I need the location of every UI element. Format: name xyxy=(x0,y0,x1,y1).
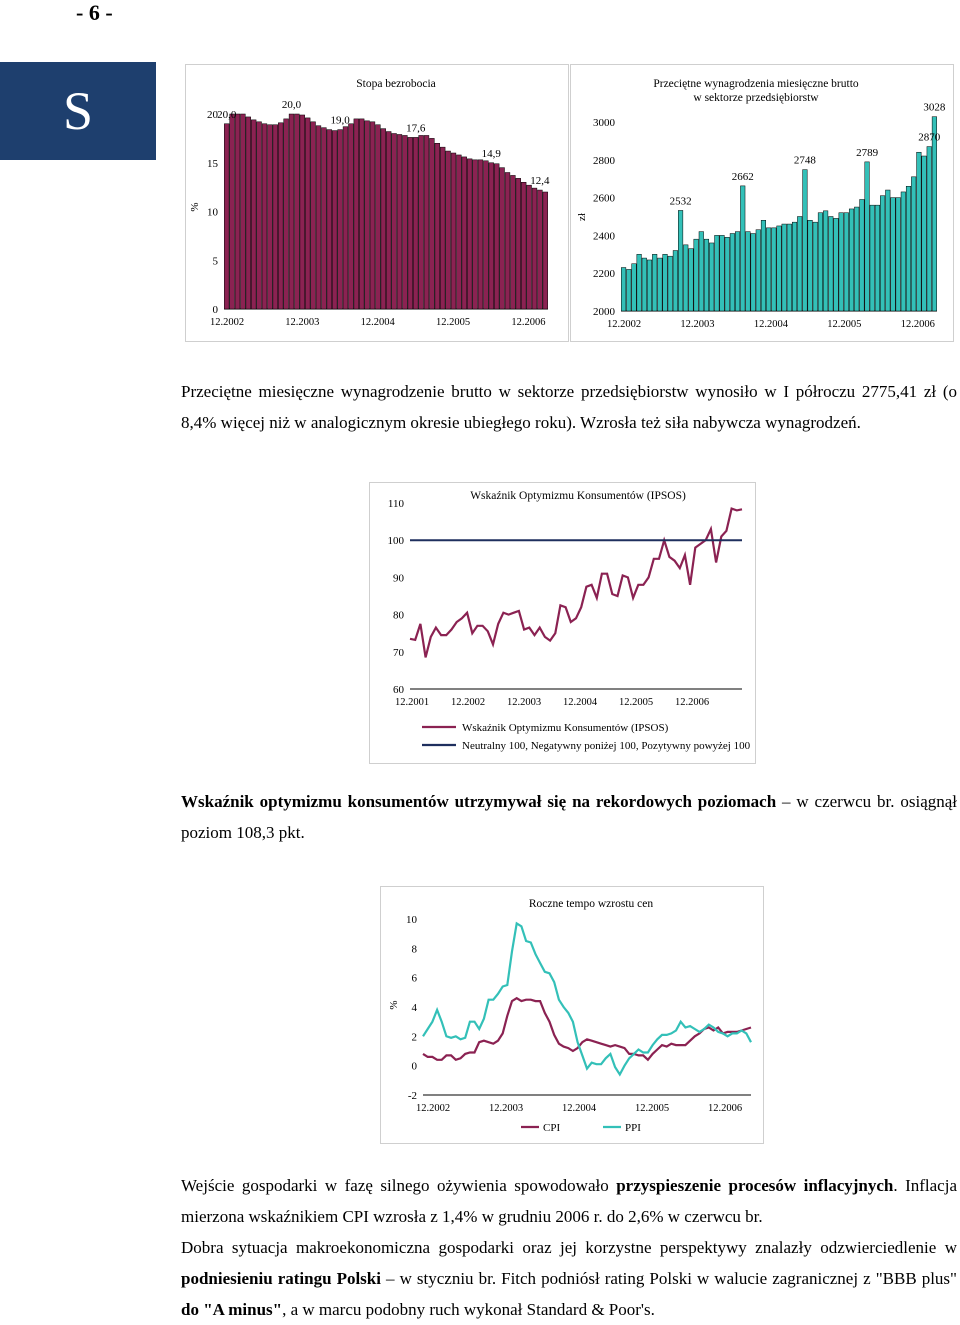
unemployment-bar xyxy=(365,121,370,309)
unemployment-bar xyxy=(359,119,364,309)
inflation-title: Roczne tempo wzrostu cen xyxy=(528,898,654,910)
wages-bar xyxy=(787,224,792,311)
wages-bar xyxy=(865,162,870,311)
wages-bar xyxy=(932,117,937,311)
wages-bar xyxy=(621,268,626,311)
optimism-y-tick-label: 110 xyxy=(387,498,404,510)
wages-x-tick-label: 12.2004 xyxy=(753,319,788,330)
unemployment-y-tick-label: 20 xyxy=(207,109,218,121)
unemployment-bar xyxy=(273,125,278,309)
wages-bar xyxy=(844,213,849,311)
wages-data-label: 2748 xyxy=(793,154,816,167)
unemployment-bar xyxy=(413,137,418,309)
inflation-chart xyxy=(381,887,763,1143)
wages-y-tick-label: 2000 xyxy=(593,306,615,318)
unemployment-bar xyxy=(370,122,375,309)
unemployment-bar xyxy=(343,127,348,309)
unemployment-bar xyxy=(478,160,483,309)
unemployment-bar xyxy=(278,123,283,309)
unemployment-y-tick-label: 5 xyxy=(212,255,218,268)
unemployment-bar xyxy=(311,122,316,309)
optimism-x-tick-label: 12.2001 xyxy=(394,697,430,708)
unemployment-bar xyxy=(467,159,472,309)
wages-bar xyxy=(901,192,906,311)
unemployment-bar xyxy=(505,173,510,310)
inflation-series-line xyxy=(423,998,751,1060)
wages-data-label: 3028 xyxy=(923,101,946,114)
unemployment-bar xyxy=(435,143,440,309)
wages-bar xyxy=(797,217,802,312)
paragraph-inflation-a: Wejście gospodarki w fazę silnego ożywienia spowodowało xyxy=(181,1176,617,1195)
paragraph-inflation-bold: przyspieszenie procesów inflacyjnych xyxy=(616,1176,894,1195)
wages-bar xyxy=(808,220,813,311)
unemployment-bar xyxy=(268,125,273,309)
wages-data-label: 2532 xyxy=(669,195,692,208)
wages-bar xyxy=(715,235,720,311)
wages-bar xyxy=(766,228,771,311)
paragraph-wages xyxy=(181,376,957,438)
wages-bar xyxy=(823,211,828,311)
optimism-x-tick-label: 12.2004 xyxy=(562,697,598,708)
wages-bar xyxy=(668,256,673,311)
wages-y-tick-label: 2200 xyxy=(593,268,615,281)
wages-chart xyxy=(571,65,953,341)
paragraph-rating-bold-1: podniesieniu ratingu Polski xyxy=(181,1269,381,1288)
unemployment-data-label: 17,6 xyxy=(406,122,426,135)
unemployment-bar xyxy=(230,114,235,309)
wages-bar xyxy=(730,234,735,311)
unemployment-bar xyxy=(246,117,251,309)
wages-bar xyxy=(860,199,865,311)
unemployment-bar xyxy=(397,134,402,309)
wages-bar xyxy=(751,234,756,311)
wages-bar xyxy=(626,269,631,311)
unemployment-y-tick-label: 10 xyxy=(207,206,218,219)
unemployment-bar xyxy=(322,128,327,309)
unemployment-data-label: 12,4 xyxy=(530,175,550,188)
wages-bar xyxy=(683,245,688,311)
unemployment-bar xyxy=(543,192,548,309)
unemployment-bar xyxy=(354,119,359,309)
unemployment-x-tick-label: 12.2003 xyxy=(285,317,320,328)
optimism-x-tick-label: 12.2006 xyxy=(674,697,710,708)
wages-bar xyxy=(725,237,730,311)
unemployment-bar xyxy=(403,135,408,309)
inflation-x-tick-label: 12.2002 xyxy=(415,1103,451,1114)
unemployment-bar xyxy=(440,147,445,309)
wages-bar xyxy=(694,239,699,311)
paragraph-rating-a: Dobra sytuacja makroekonomiczna gospodarki oraz jej korzystne perspektywy znalazły odzwierciedlenie w xyxy=(181,1238,957,1257)
unemployment-chart xyxy=(186,65,568,341)
wages-bar xyxy=(896,198,901,311)
paragraph-rating-e: , a w marcu podobny ruch wykonał Standard & Poor's. xyxy=(282,1300,655,1319)
unemployment-data-label: 20,0 xyxy=(217,108,237,121)
wages-bar xyxy=(642,258,647,311)
wages-bar xyxy=(839,213,844,311)
wages-title: w sektorze przedsiębiorstw xyxy=(693,92,819,104)
wages-bar xyxy=(658,258,663,311)
wages-title: Przeciętne wynagrodzenia miesięczne brutto xyxy=(653,78,859,90)
inflation-y-tick-label: -2 xyxy=(407,1090,417,1102)
wages-bar xyxy=(870,205,875,311)
optimism-y-tick-label: 60 xyxy=(393,684,404,696)
optimism-legend-label: Wskaźnik Optymizmu Konsumentów (IPSOS) xyxy=(462,722,669,734)
unemployment-bar xyxy=(424,135,429,309)
inflation-y-tick-label: 0 xyxy=(411,1060,417,1073)
unemployment-bar xyxy=(446,151,451,309)
unemployment-bar xyxy=(527,185,532,309)
unemployment-y-axis-label: % xyxy=(189,202,201,212)
unemployment-x-tick-label: 12.2006 xyxy=(511,317,546,328)
wages-bar xyxy=(782,224,787,311)
wages-bar xyxy=(673,251,678,311)
wages-y-tick-label: 2400 xyxy=(593,230,615,243)
wages-data-label: 2662 xyxy=(731,170,754,183)
wages-bar xyxy=(818,213,823,311)
unemployment-bar xyxy=(349,124,354,309)
unemployment-bar xyxy=(224,124,229,309)
wages-bar xyxy=(834,218,839,311)
unemployment-bar xyxy=(473,160,478,309)
unemployment-bar xyxy=(521,182,526,309)
inflation-y-tick-label: 6 xyxy=(411,972,417,985)
wages-bar xyxy=(917,152,922,311)
section-logo: S xyxy=(0,62,156,160)
wages-bar xyxy=(709,243,714,311)
unemployment-bar xyxy=(300,115,305,309)
unemployment-bar xyxy=(338,130,343,309)
unemployment-bar xyxy=(305,118,310,309)
unemployment-bar xyxy=(381,129,386,309)
paragraph-rating-c: – w styczniu br. Fitch podniósł rating Polski w walucie zagranicznej z "BBB plus" xyxy=(380,1269,957,1288)
unemployment-bar xyxy=(284,119,289,309)
wages-x-tick-label: 12.2002 xyxy=(606,319,642,330)
wages-bar xyxy=(922,156,927,311)
wages-bar xyxy=(704,239,709,311)
optimism-legend-label: Neutralny 100, Negatywny poniżej 100, Pozytywny powyżej 100 xyxy=(462,740,751,752)
paragraph-rating xyxy=(181,1232,957,1325)
optimism-y-tick-label: 100 xyxy=(387,535,404,548)
unemployment-data-label: 20,0 xyxy=(281,99,302,111)
wages-bar xyxy=(678,210,683,311)
wages-bar xyxy=(689,249,694,311)
paragraph-wages-text: Przeciętne miesięczne wynagrodzenie brutto w sektorze przedsiębiorstw wynosiło w I półroczu 2775,41 zł (o 8,4% więcej niż w analogicznym okresie ubiegłego roku). Wzrosła też siła nabywcza wynagrodzeń. xyxy=(181,382,957,432)
wages-bar xyxy=(761,220,766,311)
wages-bar xyxy=(911,177,916,311)
wages-bar xyxy=(632,264,637,311)
wages-bar xyxy=(756,230,761,311)
wages-bar xyxy=(880,196,885,311)
wages-bar xyxy=(740,186,745,311)
unemployment-bar xyxy=(430,138,435,309)
inflation-y-tick-label: 2 xyxy=(411,1031,417,1044)
unemployment-bar xyxy=(376,125,381,309)
wages-x-tick-label: 12.2005 xyxy=(827,319,862,330)
optimism-y-tick-label: 70 xyxy=(393,646,404,659)
unemployment-bar xyxy=(532,188,537,309)
unemployment-x-tick-label: 12.2005 xyxy=(436,317,471,328)
optimism-y-tick-label: 80 xyxy=(393,609,404,622)
unemployment-title: Stopa bezrobocia xyxy=(356,78,436,90)
inflation-y-tick-label: 8 xyxy=(411,943,417,956)
unemployment-bar xyxy=(419,135,424,309)
inflation-chart-frame xyxy=(380,886,764,1144)
unemployment-bar xyxy=(408,137,413,309)
unemployment-bar xyxy=(538,190,543,309)
unemployment-bar xyxy=(241,114,246,309)
inflation-x-tick-label: 12.2006 xyxy=(707,1103,743,1114)
wages-bar xyxy=(652,254,657,311)
wages-y-tick-label: 2800 xyxy=(593,154,615,167)
wages-bar xyxy=(803,170,808,311)
inflation-y-tick-label: 4 xyxy=(411,1002,417,1014)
optimism-series-line xyxy=(410,509,742,658)
inflation-x-tick-label: 12.2004 xyxy=(561,1103,597,1114)
paragraph-optimism-bold: Wskaźnik optymizmu konsumentów utrzymywał się na rekordowych poziomach xyxy=(181,792,777,811)
wages-bar xyxy=(891,198,896,311)
wages-chart-frame xyxy=(570,64,954,342)
optimism-chart-frame xyxy=(369,482,756,764)
inflation-legend-label: PPI xyxy=(625,1122,641,1134)
wages-bar xyxy=(829,217,834,312)
unemployment-data-label: 14,9 xyxy=(481,147,501,160)
unemployment-bar xyxy=(235,114,240,309)
wages-data-label: 2870 xyxy=(918,131,941,144)
wages-bar xyxy=(772,228,777,311)
unemployment-y-tick-label: 15 xyxy=(207,157,218,170)
unemployment-bar xyxy=(457,155,462,309)
unemployment-bar xyxy=(316,126,321,309)
unemployment-bar xyxy=(462,157,467,309)
unemployment-bar xyxy=(386,132,391,309)
optimism-y-tick-label: 90 xyxy=(393,572,404,585)
wages-x-tick-label: 12.2006 xyxy=(900,319,935,330)
unemployment-bar xyxy=(484,161,489,309)
optimism-x-tick-label: 12.2005 xyxy=(618,697,654,708)
wages-bar xyxy=(637,254,642,311)
unemployment-bar xyxy=(251,120,256,309)
wages-bar xyxy=(906,186,911,311)
paragraph-optimism xyxy=(181,786,957,848)
unemployment-x-tick-label: 12.2002 xyxy=(209,317,245,328)
wages-y-tick-label: 2600 xyxy=(593,192,615,205)
wages-bar xyxy=(875,205,880,311)
paragraph-inflation xyxy=(181,1170,957,1232)
wages-bar xyxy=(735,232,740,311)
wages-bar xyxy=(792,222,797,311)
unemployment-bar xyxy=(327,130,332,309)
unemployment-chart-frame xyxy=(185,64,569,342)
wages-bar xyxy=(699,232,704,311)
optimism-x-tick-label: 12.2003 xyxy=(506,697,542,708)
optimism-title: Wskaźnik Optymizmu Konsumentów (IPSOS) xyxy=(470,490,686,502)
page-number: - 6 - xyxy=(76,0,113,25)
unemployment-bar xyxy=(392,134,397,310)
wages-bar xyxy=(854,207,859,311)
wages-data-label: 2789 xyxy=(856,146,879,159)
wages-bar xyxy=(777,226,782,311)
unemployment-bar xyxy=(451,153,456,309)
paragraph-optimism-rest: – w czerwcu br. osiągnął poziom 108,3 pkt. xyxy=(181,792,958,842)
wages-bar xyxy=(813,222,818,311)
unemployment-bar xyxy=(489,163,494,309)
unemployment-bar xyxy=(516,178,521,309)
inflation-x-tick-label: 12.2003 xyxy=(488,1103,524,1114)
inflation-y-axis-label: % xyxy=(388,1000,400,1010)
unemployment-bar xyxy=(500,168,505,309)
unemployment-bar xyxy=(289,114,294,309)
unemployment-bar xyxy=(262,124,267,309)
wages-y-tick-label: 3000 xyxy=(593,117,615,129)
wages-bar xyxy=(746,232,751,311)
wages-bar xyxy=(647,260,652,311)
wages-bar xyxy=(927,147,932,311)
unemployment-bar xyxy=(511,175,516,309)
unemployment-x-tick-label: 12.2004 xyxy=(360,317,395,328)
optimism-chart xyxy=(370,483,755,763)
wages-x-tick-label: 12.2003 xyxy=(680,319,715,330)
paragraph-rating-bold-2: do "A minus" xyxy=(181,1300,283,1319)
unemployment-bar xyxy=(332,131,337,309)
unemployment-bar xyxy=(295,114,300,309)
inflation-x-tick-label: 12.2005 xyxy=(634,1103,670,1114)
unemployment-data-label: 19,0 xyxy=(330,114,350,127)
unemployment-bar xyxy=(257,122,262,309)
wages-bar xyxy=(663,254,668,311)
wages-bar xyxy=(885,190,890,311)
wages-bar xyxy=(720,235,725,311)
inflation-y-tick-label: 10 xyxy=(406,914,417,926)
unemployment-bar xyxy=(494,164,499,309)
wages-bar xyxy=(849,209,854,311)
optimism-x-tick-label: 12.2002 xyxy=(450,697,486,708)
wages-y-axis-label: zł xyxy=(576,213,588,221)
paragraph-inflation-c: . Inflacja mierzona wskaźnikiem CPI wzrosła z 1,4% w grudniu 2006 r. do 2,6% w czerwcu br. xyxy=(181,1176,957,1226)
unemployment-y-tick-label: 0 xyxy=(212,304,218,316)
inflation-legend-label: CPI xyxy=(543,1122,561,1134)
